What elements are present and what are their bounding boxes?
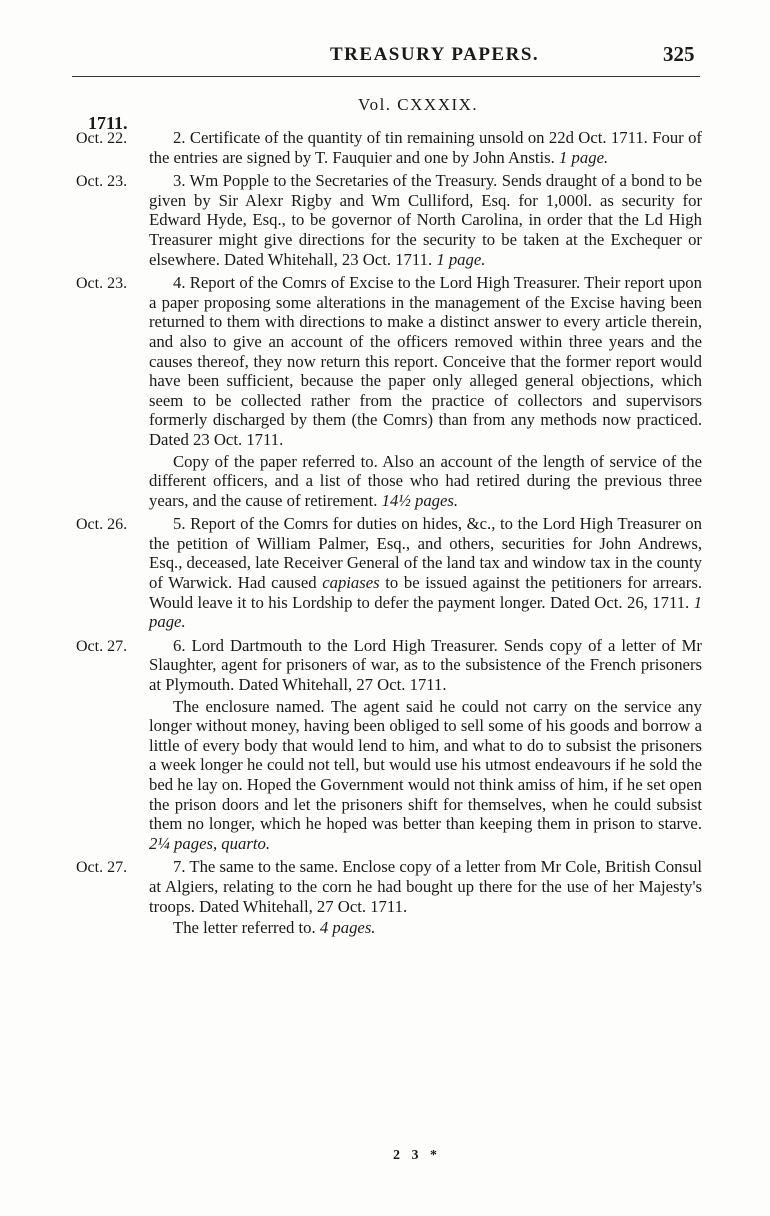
- entry-paragraph: [149, 514, 702, 632]
- page-number: 325: [663, 42, 695, 66]
- entry-date: Oct. 27.: [76, 859, 128, 877]
- entry-5: [72, 514, 702, 632]
- entry-extent: 2¼ pages, quarto.: [149, 833, 270, 853]
- entry-extent: 4 pages.: [319, 918, 376, 938]
- entry-date: Oct. 22.: [76, 130, 128, 147]
- entry-paragraph: [149, 636, 702, 695]
- entry-date: Oct. 26.: [76, 516, 128, 534]
- entry-text: 6. Lord Dartmouth to the Lord High Treasurer. Sends copy of a letter of Mr Slaughter, agent for prisoners of war, as to the subsistence of the French prisoners at Plymouth. Dated Whitehall, 27 Oct. 1711.: [149, 635, 702, 695]
- entry-7: [72, 857, 702, 937]
- entry-text: to be issued against the petitioners for arrears. Would leave it to his Lordship to defer the payment longer. Dated Oct. 26, 1711.: [149, 573, 703, 612]
- entry-extent: 1 page.: [149, 592, 702, 632]
- entry-text: 2. Certificate of the quantity of tin remaining unsold on 22d Oct. 1711. Four of the entries are signed by T. Fauquier and one by John Anstis.: [149, 128, 702, 167]
- entry-text: 5. Report of the Comrs for duties on hides, &c., to the Lord High Treasurer on the petition of William Palmer, Esq., and others, securities for John Andrews, Esq., deceased, late Receiver General of the land tax and window tax in the county of Warwick. Had caused: [149, 514, 702, 593]
- entry-subparagraph: [149, 452, 702, 511]
- entry-extent: 14½ pages.: [381, 490, 459, 510]
- entry-subparagraph: [149, 918, 702, 938]
- entry-paragraph: [149, 128, 702, 167]
- entry-date: Oct. 27.: [76, 637, 128, 655]
- entry-extent: 1 page.: [559, 147, 609, 167]
- entry-date: Oct. 23.: [76, 275, 128, 293]
- entry-4: [72, 273, 702, 510]
- entry-subparagraph: [149, 697, 702, 854]
- entry-paragraph: [149, 857, 702, 916]
- entry-text: 3. Wm Popple to the Secretaries of the Treasury. Sends draught of a bond to be given by Sir Alexr Rigby and Wm Culliford, Esq. for 1,000l. as security for Edward Hyde, Esq., to be governor of North Carolina, in order that the Ld High Treasurer might give directions for the security to be taken at the Exchequer or elsewhere. Dated Whitehall, 23 Oct. 1711.: [149, 171, 702, 269]
- entry-text: The letter referred to.: [173, 918, 316, 938]
- year-label: 1711.: [88, 113, 128, 133]
- running-head: TREASURY PAPERS.: [330, 44, 540, 65]
- signature-mark: 2 3 *: [393, 1148, 441, 1163]
- entry-text: 7. The same to the same. Enclose copy of a letter from Mr Cole, British Consul at Algiers, relating to the corn he had bought up there for the use of her Majesty's troops. Dated Whitehall, 27 Oct. 1711.: [149, 857, 702, 916]
- entry-date: Oct. 23.: [76, 173, 128, 191]
- entry-paragraph: [149, 273, 702, 449]
- entry-text: 4. Report of the Comrs of Excise to the Lord High Treasurer. Their report upon a paper proposing some alterations in the management of the Excise having been returned to them with directions to make a distinct answer to every article therein, and also to give an account of the officers removed within three years and the causes thereof, they now return this report. Conceive that the former report would have been sufficient, because the paper only alleged general objections, which seem to be collected rather from the practice of collectors and supervisors formerly discharged by them (the Comrs) than from any methods now practiced. Dated 23 Oct. 1711.: [149, 273, 702, 449]
- entry-paragraph: [149, 171, 702, 269]
- entry-2: [72, 128, 702, 167]
- entry-6: [72, 636, 702, 854]
- entry-italic-term: capiases: [322, 573, 380, 593]
- entry-extent: 1 page.: [436, 249, 486, 269]
- entries-list: [72, 128, 702, 938]
- entry-3: [72, 171, 702, 269]
- header-rule: [72, 76, 700, 77]
- entry-text: Copy of the paper referred to. Also an account of the length of service of the different officers, and a list of those who had retired during the previous three years, and the cause of retirement.: [149, 451, 702, 510]
- entry-text: The enclosure named. The agent said he could not carry on the service any longer without money, having been obliged to sell some of his goods and borrow a little of every body that would lend to him, and what to do to subsist the prisoners a week longer he could not tell, but would use his utmost endeavours if he sold the bed he lay on. Hoped the Government would not think amiss of him, if he set open the prison doors and let the prisoners shift for themselves, when he could subsist them no longer, which he hoped was better than keeping them in prison to starve.: [149, 696, 702, 834]
- volume-heading: Vol. CXXXIX.: [358, 95, 479, 114]
